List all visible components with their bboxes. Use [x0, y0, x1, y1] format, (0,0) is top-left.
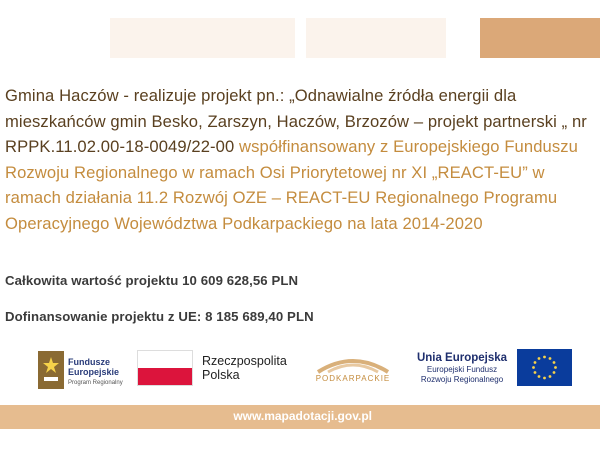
fundusze-europejskie-logo — [38, 351, 133, 391]
decorative-corner — [480, 18, 600, 58]
total-value: Całkowita wartość projektu 10 609 628,56 PLN — [5, 273, 299, 288]
project-intro: Gmina Haczów - realizuje projekt pn.: „Odnawialne źródła energii dla mieszkańców gmin Besko, Zarszyn, Haczów, Brzozów – projekt partnerski „ nr RPPK.11.02.00-18-0049/22-00 — [5, 86, 587, 156]
podkarpackie-logo — [303, 350, 403, 390]
eu-text — [412, 351, 512, 385]
fundusze-europejskie-icon — [38, 351, 64, 389]
decorative-tab-middle — [306, 18, 446, 58]
fundusze-text — [68, 357, 123, 388]
eu-title: Unia Europejska — [416, 352, 508, 364]
eu-funding: Dofinansowanie projektu z UE: 8 185 689,40 PLN — [5, 309, 314, 324]
fundusze-subtitle: Program Regionalny — [68, 380, 123, 386]
cofinancing-text: współfinansowany z Europejskiego Funduszu Rozwoju Regionalnego w ramach Osi Priorytetowej nr XI „REACT-EU” w ramach działania 11.2 Rozwój OZE – REACT-EU Regionalnego Programu Operacyjnego Województwa Podkarpackiego na lata 2014-2020 — [5, 137, 578, 233]
mapadotacji-link[interactable]: www.mapadotacji.gov.pl — [233, 409, 372, 423]
eu-subtitle: Europejski Fundusz Rozwoju Regionalnego — [420, 365, 504, 384]
project-description — [5, 83, 597, 236]
podkarpackie-icon — [303, 350, 403, 374]
eu-flag-icon — [517, 349, 572, 386]
decorative-tab-left — [110, 18, 295, 58]
poland-label: Rzeczpospolita Polska — [202, 354, 287, 382]
footer-bar — [0, 405, 600, 429]
podkarpackie-label: PODKARPACKIE — [315, 374, 391, 383]
logo-strip — [0, 345, 600, 395]
poland-flag-icon — [137, 350, 193, 386]
fundusze-title: Fundusze Europejskie — [68, 357, 120, 377]
